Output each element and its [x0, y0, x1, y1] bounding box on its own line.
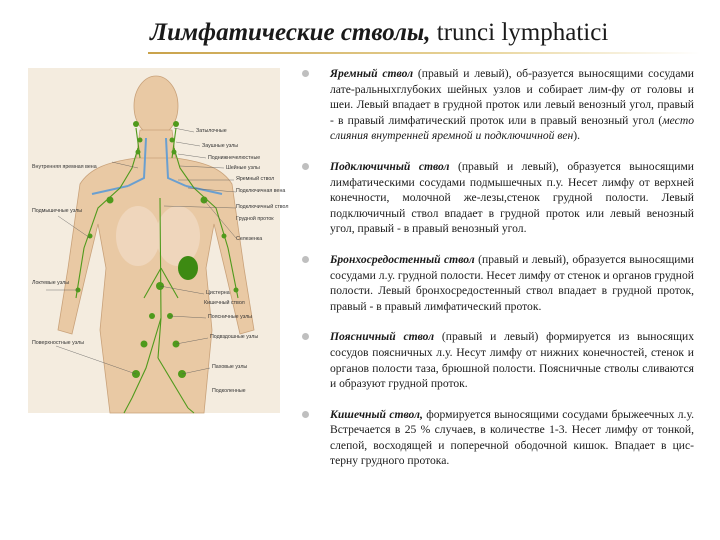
paragraph-subclavian-trunk	[290, 159, 694, 237]
note-text: место слияния внутренней яремной и подключичной вен	[330, 113, 694, 143]
text-column	[290, 66, 694, 484]
right-lung	[116, 206, 160, 266]
bullet-icon	[302, 333, 309, 340]
label-cubital-nodes: Локтевые узлы	[32, 280, 70, 286]
body-text: (правый и левый) формируется из выносящих сосудов поясничных л.у. Несут лимфу от нижних конечностей, стенок и органов полости таза, брюшной полости. Поясничные стволы сливаются и образуют грудной проток.	[330, 330, 695, 391]
label-jugular-trunk: Яремный ствол	[236, 176, 275, 182]
bullet-icon	[302, 163, 309, 170]
label-auricular-nodes: Заушные узлы	[202, 143, 239, 149]
term: Подключичный ствол	[330, 159, 450, 173]
body-text: формируется выносящими сосудами брыжеечных л.у. Встречается в 25 % случаев, в количестве 1-3. Несет лимфу от тонкой, слепой, восходящей и поперечной ободочной кишок. Впадает в цис-терну грудного протока.	[330, 407, 694, 468]
title-russian: Лимфатические стволы,	[150, 19, 431, 46]
label-internal-jugular-vein: Внутренняя яремная вена	[32, 164, 97, 170]
label-spleen: Селезенка	[236, 236, 263, 242]
label-inguinal-nodes: Паховые узлы	[212, 364, 248, 370]
title-latin: trunci lymphatici	[436, 19, 609, 46]
label-superficial-nodes: Поверхностные узлы	[32, 340, 84, 346]
bullet-icon	[302, 70, 309, 77]
slide-title	[150, 18, 710, 48]
lymphatic-system-illustration	[28, 68, 289, 413]
label-intestinal-trunk: Кишечный ствол	[204, 300, 245, 306]
label-lumbar-nodes: Поясничные узлы	[208, 314, 252, 320]
label-thoracic-duct: Грудной проток	[236, 216, 274, 222]
title-divider	[148, 52, 700, 54]
body-text: (правый и левый), образуется выносящими лимфатическими сосудами подмышечных п.у. Несет лимфу от верхней конечности, молочной же-лезы,стенок грудной полости. Левый подключичный ствол впадает в грудной проток или левый венозный угол, правый - в правый венозный угол.	[330, 159, 694, 236]
tail-text: ).	[573, 129, 581, 143]
left-lung	[156, 206, 200, 266]
label-submandibular-nodes: Поднижнечелюстные	[208, 155, 261, 161]
label-cervical-nodes: Шейные узлы	[226, 165, 260, 171]
paragraph-lumbar-trunk	[290, 329, 694, 391]
paragraph-intestinal-trunk	[290, 407, 694, 469]
label-popliteal-nodes: Подколенные	[212, 388, 246, 394]
spleen	[178, 256, 198, 280]
label-subclavian-vein: Подключичная вена	[236, 188, 286, 194]
bullet-icon	[302, 411, 309, 418]
body-text: (правый и левый), об-разуется выносящими сосудами лате-ральныхглубоких шейных узлов и собирает лим-фу от головы и шеи. Левый впадает в грудной проток или левый венозный угол, правый - в правый лимфатический проток или в правый венозный угол (	[330, 67, 695, 127]
label-occipital-nodes: Затылочные	[196, 128, 227, 134]
body-text: (правый и левый), образуется выносящими сосудами л.у. грудной полости. Несет лимфу от стенок и органов грудной полости. Левый бронхосредостенный ствол впадает в грудной проток, правый - в правый лимфатический проток.	[330, 252, 694, 313]
bullet-icon	[302, 256, 309, 263]
label-axillary-nodes: Подмышечные узлы	[32, 208, 83, 214]
paragraph-bronchomediastinal-trunk	[290, 252, 694, 314]
label-subclavian-trunk: Подключичный ствол	[236, 204, 289, 210]
term: Бронхосредостенный ствол	[330, 252, 475, 266]
label-iliac-nodes: Подвздошные узлы	[210, 334, 259, 340]
label-cisterna: Цистерна	[206, 290, 230, 296]
term: Яремный ствол	[330, 67, 414, 80]
term: Кишечный ствол,	[330, 407, 423, 421]
paragraph-jugular-trunk	[290, 66, 694, 144]
term: Поясничный ствол	[330, 330, 435, 344]
